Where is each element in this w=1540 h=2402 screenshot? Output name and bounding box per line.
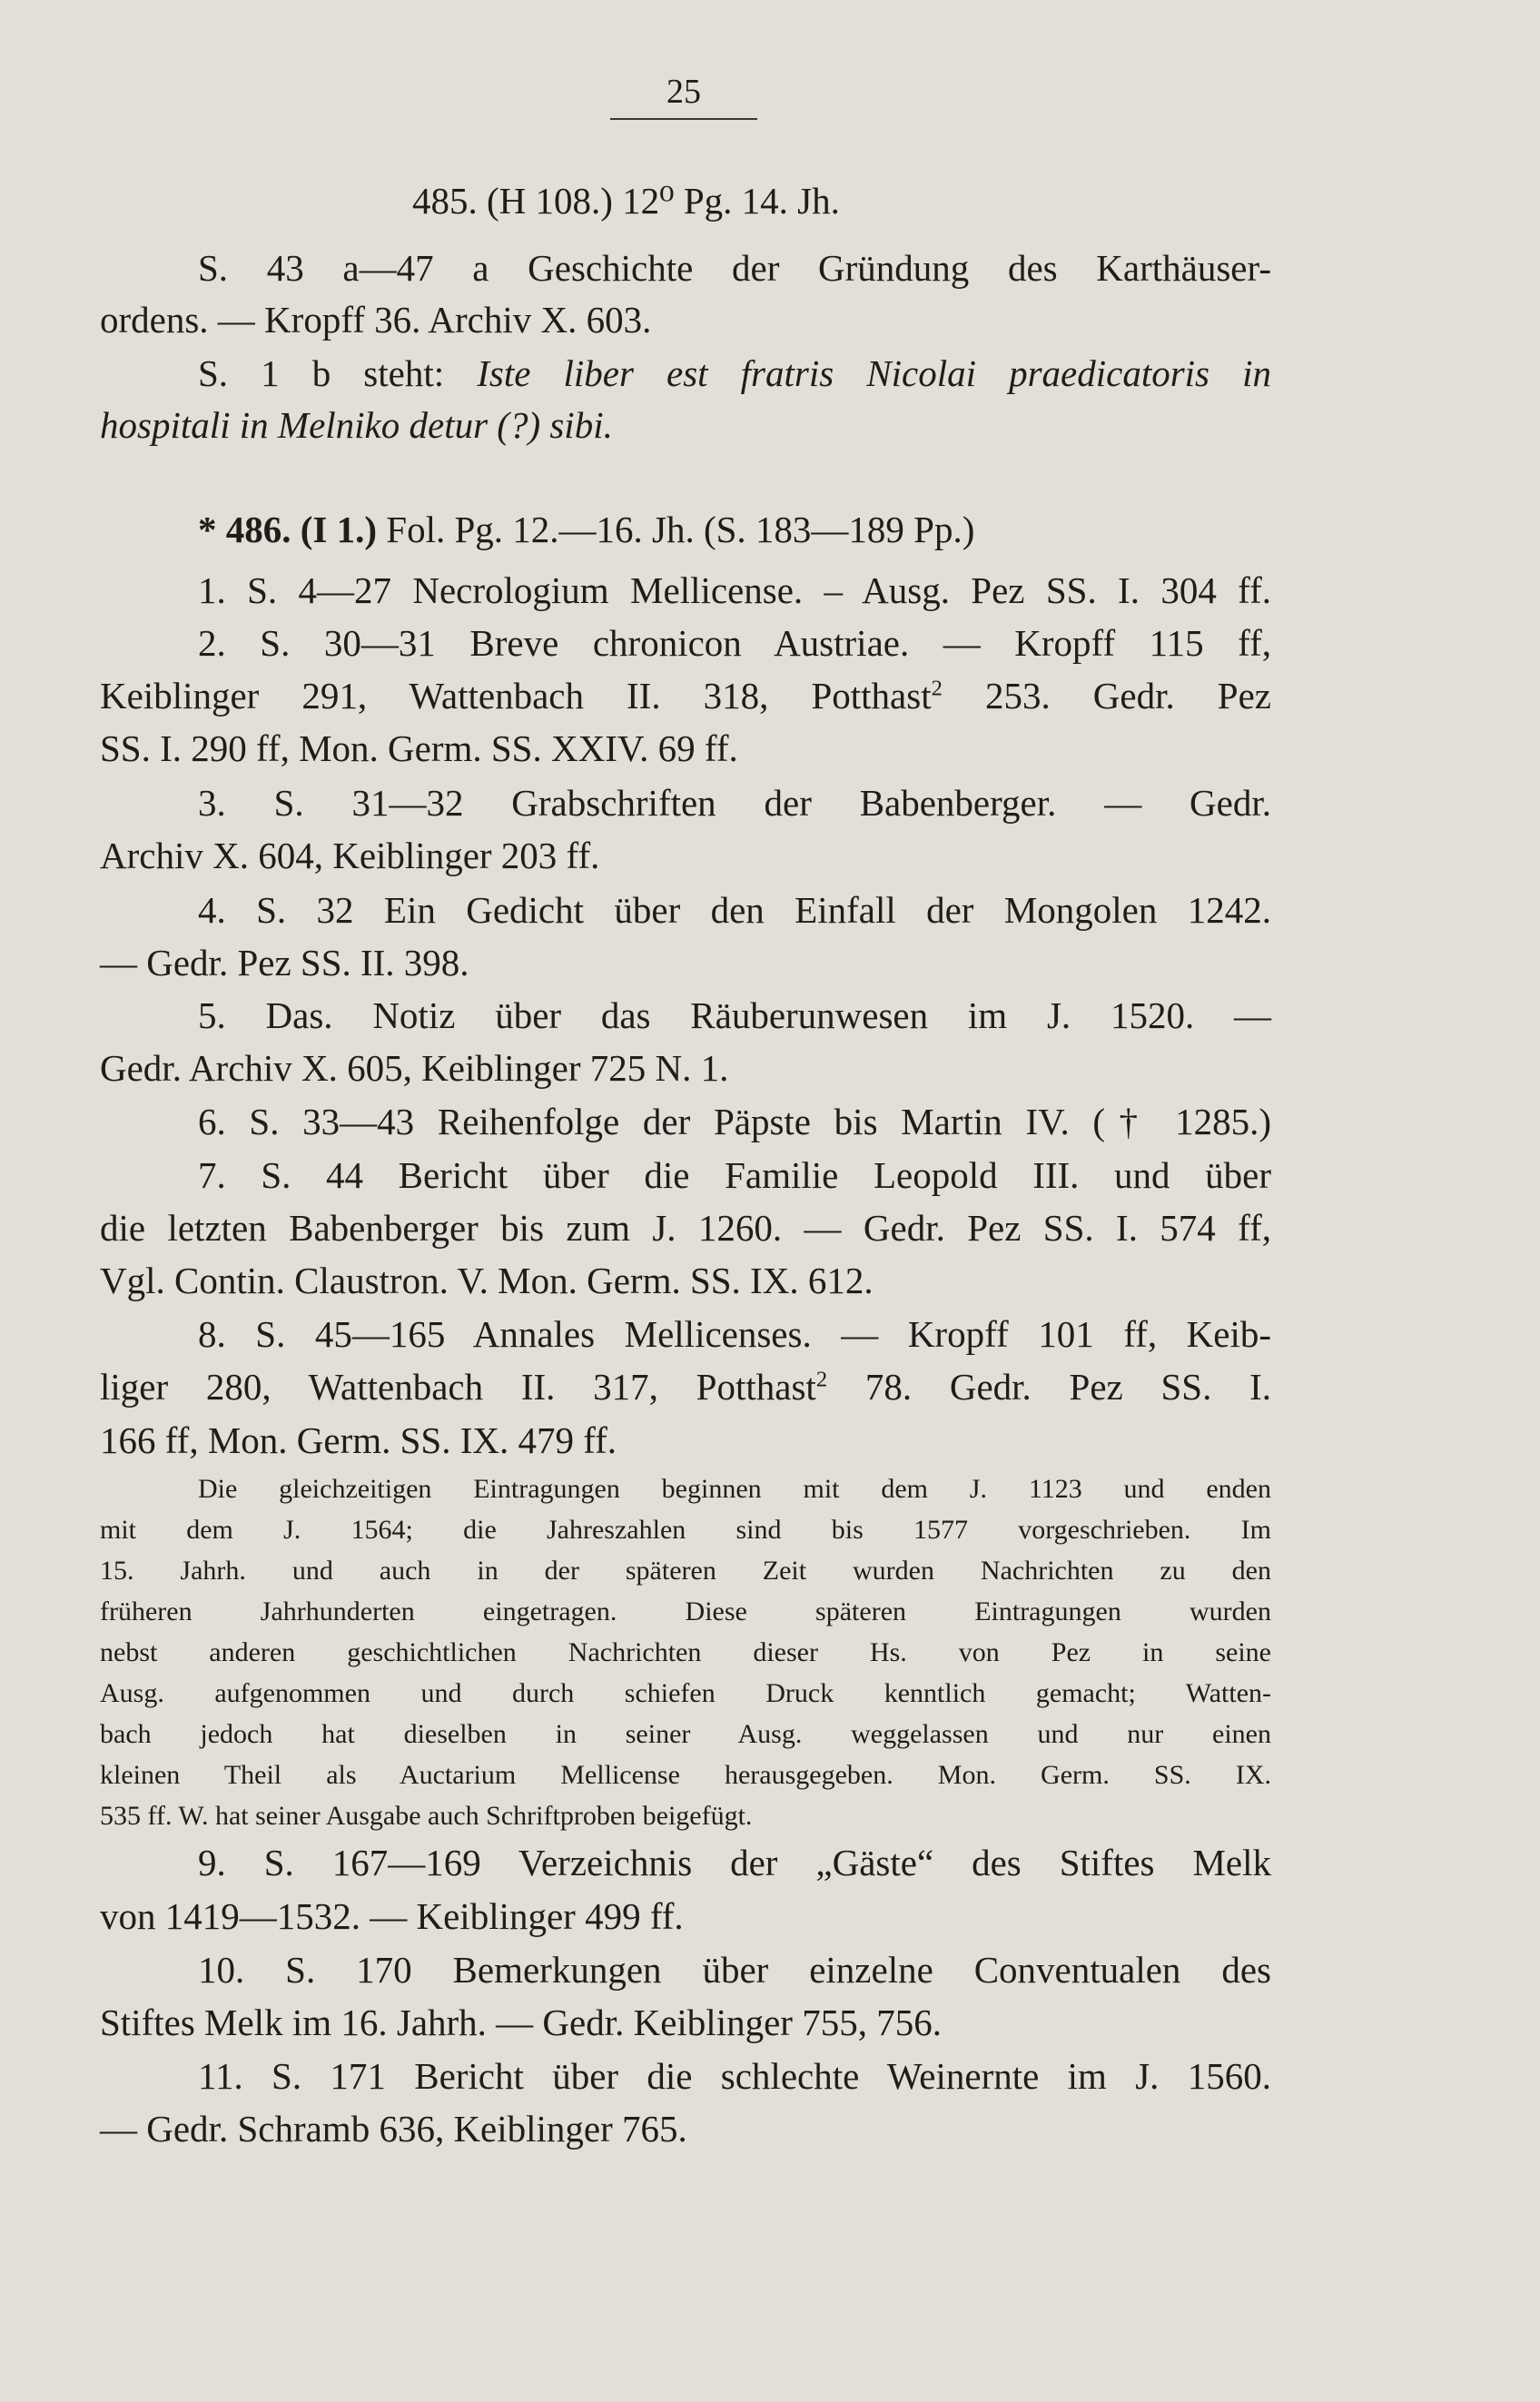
entry-485-line-1: S. 43 a—47 a Geschichte der Gründung des Karthäuser- [198, 247, 1271, 289]
item-8-line-2 [100, 1364, 1271, 1409]
item-10-line-1: 10. S. 170 Bemerkungen über einzelne Conventualen des [198, 1949, 1271, 1991]
entry-486-header [198, 507, 1271, 552]
small-note-line-2: mit dem J. 1564; die Jahreszahlen sind bis 1577 vorgeschrieben. Im [100, 1515, 1271, 1545]
item-3-line-1: 3. S. 31—32 Grabschriften der Babenberger. — Gedr. [198, 782, 1271, 824]
small-note-line-6: Ausg. aufgenommen und durch schiefen Druck kenntlich gemacht; Watten- [100, 1678, 1271, 1708]
entry-485-note-prefix: S. 1 b steht: [198, 352, 478, 394]
item-9-line-1: 9. S. 167—169 Verzeichnis der „Gäste“ des Stiftes Melk [198, 1842, 1271, 1883]
entry-485-line-2: ordens. — Kropff 36. Archiv X. 603. [100, 299, 652, 341]
item-4-line-2: — Gedr. Pez SS. II. 398. [100, 942, 469, 984]
entry-485-note-line-2: hospitali in Melniko detur (?) sibi. [100, 404, 613, 446]
item-9-line-2: von 1419—1532. — Keiblinger 499 ff. [100, 1895, 684, 1937]
item-7-line-1: 7. S. 44 Bericht über die Familie Leopold III. und über [198, 1154, 1271, 1196]
item-7-line-3: Vgl. Contin. Claustron. V. Mon. Germ. SS. IX. 612. [100, 1260, 874, 1301]
item-8-line-1: 8. S. 45—165 Annales Mellicenses. — Kropff 101 ff, Keib- [198, 1313, 1271, 1355]
item-8-line-2-a: liger 280, Wattenbach II. 317, Potthast [100, 1366, 816, 1408]
item-2-line-2-a: Keiblinger 291, Wattenbach II. 318, Potthast [100, 675, 932, 717]
item-11-line-1: 11. S. 171 Bericht über die schlechte Weinernte im J. 1560. [198, 2055, 1271, 2097]
superscript-2: 2 [931, 676, 943, 701]
entry-486-number: * 486. (I 1.) [198, 509, 378, 550]
entry-485-note-line-1 [198, 351, 1271, 396]
item-7-line-2: die letzten Babenberger bis zum J. 1260. — Gedr. Pez SS. I. 574 ff, [100, 1207, 1271, 1249]
item-8-line-2-b: 78. Gedr. Pez SS. I. [827, 1366, 1271, 1408]
item-8-line-3: 166 ff, Mon. Germ. SS. IX. 479 ff. [100, 1419, 617, 1461]
item-2-line-2-b: 253. Gedr. Pez [942, 675, 1272, 717]
small-note-line-4: früheren Jahrhunderten eingetragen. Diese späteren Eintragungen wurden [100, 1596, 1271, 1626]
item-6: 6. S. 33—43 Reihenfolge der Päpste bis Martin IV. († 1285.) [198, 1101, 1271, 1142]
small-note-line-1: Die gleichzeitigen Eintragungen beginnen mit dem J. 1123 und enden [198, 1474, 1271, 1504]
small-note-line-9: 535 ff. W. hat seiner Ausgabe auch Schriftproben beigefügt. [100, 1801, 753, 1831]
small-note-line-7: bach jedoch hat dieselben in seiner Ausg. weggelassen und nur einen [100, 1719, 1271, 1749]
entry-486-header-rest: Fol. Pg. 12.—16. Jh. (S. 183—189 Pp.) [377, 509, 975, 550]
item-5-line-1: 5. Das. Notiz über das Räuberunwesen im J. 1520. — [198, 994, 1271, 1036]
entry-485-header: 485. (H 108.) 12⁰ Pg. 14. Jh. [412, 180, 840, 222]
entry-485-note-italic-1: Iste liber est fratris Nicolai praedicatoris in [477, 352, 1271, 394]
item-3-line-2: Archiv X. 604, Keiblinger 203 ff. [100, 835, 600, 876]
item-1: 1. S. 4—27 Necrologium Mellicense. – Ausg. Pez SS. I. 304 ff. [198, 569, 1271, 611]
item-5-line-2: Gedr. Archiv X. 605, Keiblinger 725 N. 1. [100, 1047, 729, 1089]
page-number-rule [610, 118, 757, 120]
small-note-line-5: nebst anderen geschichtlichen Nachrichten dieser Hs. von Pez in seine [100, 1637, 1271, 1667]
page-number: 25 [666, 73, 701, 111]
small-note-line-8: kleinen Theil als Auctarium Mellicense herausgegeben. Mon. Germ. SS. IX. [100, 1760, 1271, 1790]
item-11-line-2: — Gedr. Schramb 636, Keiblinger 765. [100, 2108, 687, 2150]
item-2-line-2 [100, 673, 1271, 718]
item-4-line-1: 4. S. 32 Ein Gedicht über den Einfall der Mongolen 1242. [198, 889, 1271, 931]
item-2-line-1: 2. S. 30—31 Breve chronicon Austriae. — Kropff 115 ff, [198, 622, 1271, 664]
item-10-line-2: Stiftes Melk im 16. Jahrh. — Gedr. Keiblinger 755, 756. [100, 2002, 942, 2043]
superscript-2: 2 [815, 1367, 828, 1392]
item-2-line-3: SS. I. 290 ff, Mon. Germ. SS. XXIV. 69 ff. [100, 727, 738, 769]
small-note-line-3: 15. Jahrh. und auch in der späteren Zeit wurden Nachrichten zu den [100, 1556, 1271, 1586]
